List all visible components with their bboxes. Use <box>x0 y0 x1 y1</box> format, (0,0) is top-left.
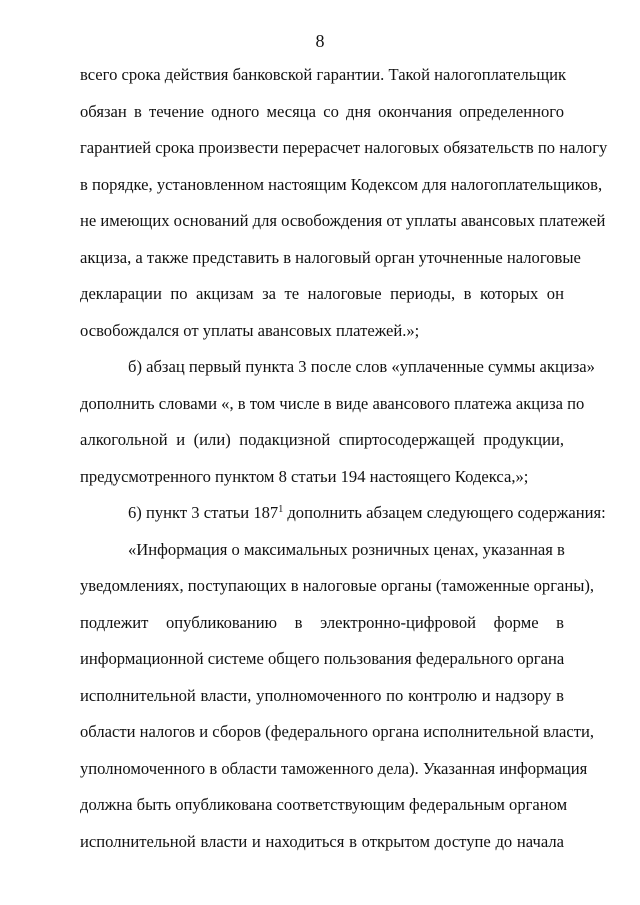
text-line: исполнительной власти и находиться в открытом доступе до начала <box>80 831 564 851</box>
text-line: уполномоченного в области таможенного дела). Указанная информация <box>80 758 588 778</box>
text-line: дополнить словами «, в том числе в виде авансового платежа акциза по <box>80 393 585 413</box>
paragraph-item-b <box>80 354 595 500</box>
text-line <box>80 500 606 537</box>
text-line: гарантией срока произвести перерасчет налоговых обязательств по налогу <box>80 138 608 157</box>
text-line: «Информация о максимальных розничных ценах, указанная в <box>128 539 565 559</box>
text-line: в порядке, установленном настоящим Кодексом для налогоплательщиков, <box>80 174 603 194</box>
paragraph-quoted-addition <box>80 537 595 866</box>
superscript: 1 <box>278 504 284 515</box>
text-line: акциза, а также представить в налоговый орган уточненные налоговые <box>80 247 581 267</box>
text-line: всего срока действия банковской гарантии. Такой налогоплательщик <box>80 65 567 84</box>
paragraph-continuation <box>80 62 608 354</box>
text-line: алкогольной и (или) подакцизной спиртосодержащей продукции, <box>80 430 564 449</box>
paragraph-item-6 <box>80 500 606 537</box>
text-line: обязан в течение одного месяца со дня окончания определенного <box>80 101 564 121</box>
text-line: освобождался от уплаты авансовых платежей.»; <box>80 320 420 340</box>
text-line: предусмотренного пунктом 8 статьи 194 настоящего Кодекса,»; <box>80 466 529 486</box>
text-line: исполнительной власти, уполномоченного по контролю и надзору в <box>80 685 564 705</box>
text-line: не имеющих оснований для освобождения от уплаты авансовых платежей <box>80 211 606 230</box>
text-line: декларации по акцизам за те налоговые периоды, в которых он <box>80 284 564 303</box>
text-span: 6) пункт 3 статьи 187 <box>128 503 279 522</box>
text-span: дополнить абзацем следующего содержания: <box>283 503 606 522</box>
text-line: уведомлениях, поступающих в налоговые органы (таможенные органы), <box>80 576 595 595</box>
page-number: 8 <box>315 31 325 51</box>
text-line: подлежит опубликованию в электронно-цифровой форме в <box>80 612 564 632</box>
text-line: информационной системе общего пользования федерального органа <box>80 649 565 668</box>
text-line: области налогов и сборов (федерального органа исполнительной власти, <box>80 722 595 741</box>
document-body <box>80 62 608 865</box>
text-line: должна быть опубликована соответствующим федеральным органом <box>80 795 568 814</box>
text-line: б) абзац первый пункта 3 после слов «уплаченные суммы акциза» <box>128 357 595 376</box>
